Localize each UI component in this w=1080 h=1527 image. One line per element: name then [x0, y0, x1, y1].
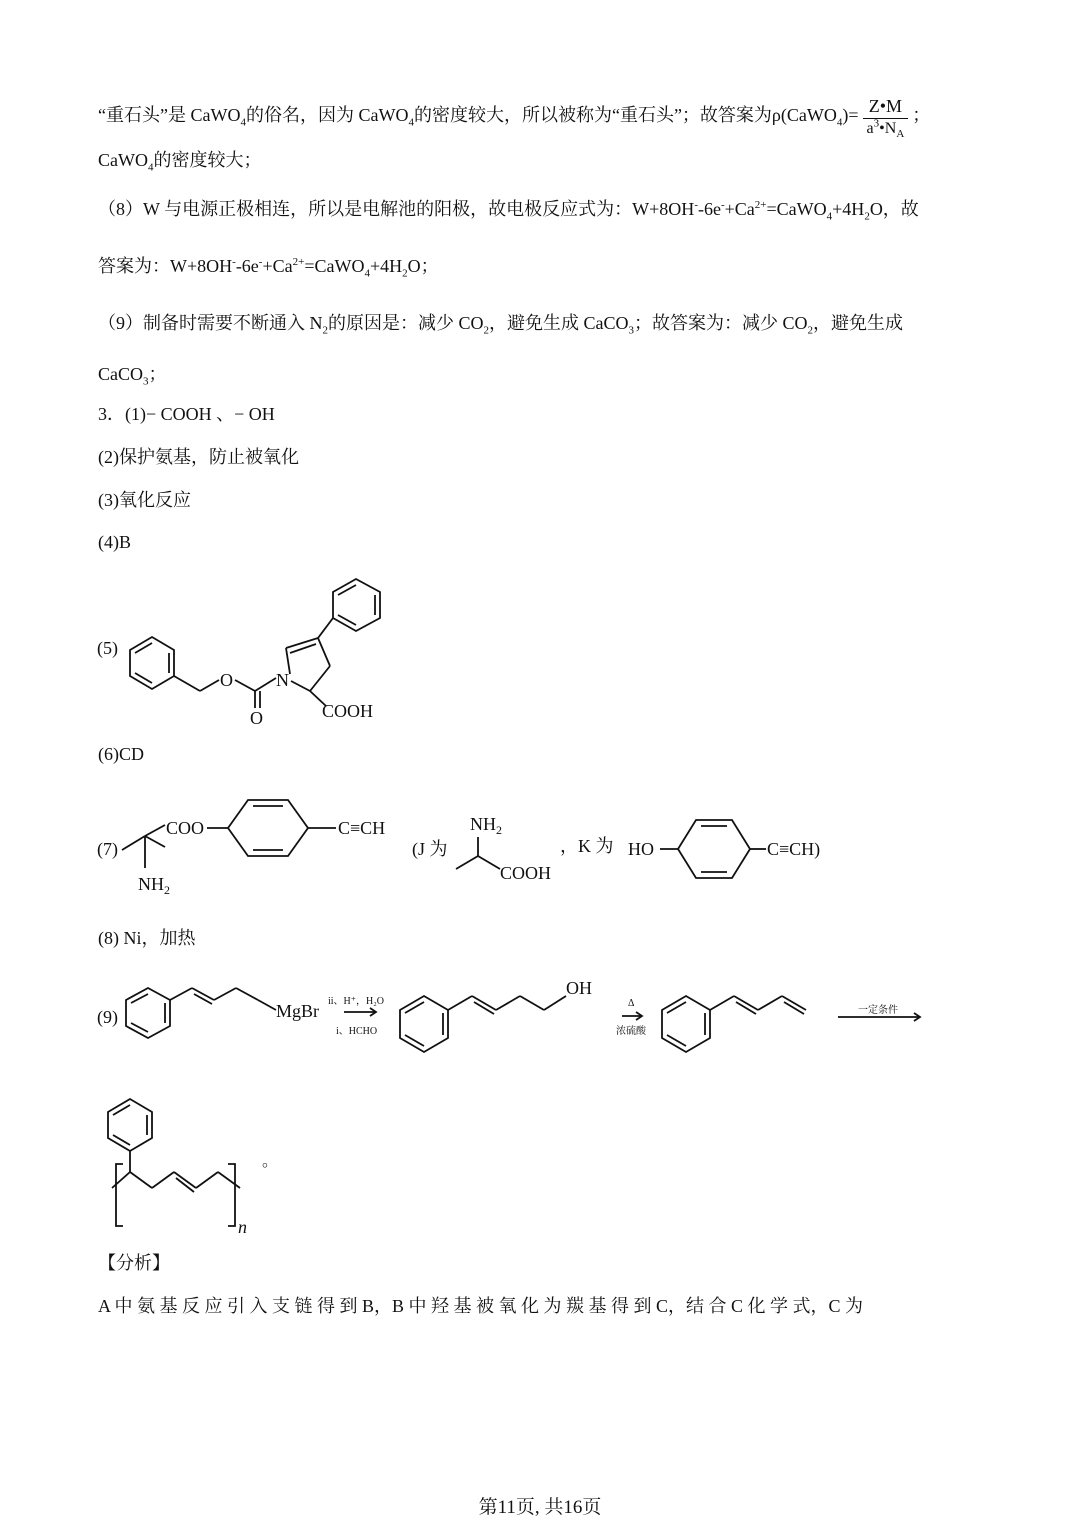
analysis-text: A 中 氨 基 反 应 引 入 支 链 得 到 B，B 中 羟 基 被 氧 化 为 羰 基 得 到 C，结 合 C 化 学 式，C 为	[98, 1296, 864, 1316]
answer-line-density-cont: CaWO$_4$的密度较大；	[98, 150, 262, 174]
structure-q5	[90, 568, 410, 733]
synthesis-route-q9	[90, 970, 940, 1240]
aryl-ring-ester	[228, 800, 308, 856]
k-label: ，K 为	[560, 836, 614, 856]
q3-part8: (8) Ni，加热	[98, 928, 196, 948]
phenyl-ring	[333, 579, 380, 631]
structure-q7	[90, 792, 860, 912]
polymer-phenyl	[108, 1099, 152, 1151]
density-fraction: $\frac{Z•M}{a^3•N_A}$	[863, 96, 909, 138]
j-cooh: COOH	[500, 863, 552, 883]
diene-phenyl	[662, 996, 710, 1052]
answer-line-n2: （9）制备时需要不断通入 $N_2$的原因是：减少 $CO_2$，避免生成 CaCO$_3$；故答案为：减少 $CO_2$，避免生成	[98, 313, 904, 337]
alkyne-group: C≡CH	[338, 818, 386, 838]
nitrogen-atom: N	[276, 670, 289, 690]
q3-part2: (2)保护氨基，防止被氧化	[98, 447, 299, 467]
q3-part6: (6)CD	[98, 744, 144, 764]
reagent-top: ii、H⁺，H₂O	[328, 996, 384, 1007]
aryl-ring-k	[678, 820, 750, 878]
polymerization-condition: 一定条件	[858, 1005, 898, 1016]
answer-line-n2-cont: CaCO$_3$；	[98, 364, 167, 388]
q7-label: (7)	[97, 839, 118, 859]
analysis-heading: 【分析】	[98, 1253, 170, 1273]
answer-line-density: “重石头”是 CaWO$_4$的俗名，因为 CaWO$_4$的密度较大，所以被称为“重石头”；故答案为ρ(CaWO$_4$)= $\frac{Z•M}{a^3•N_A}$ ；	[98, 96, 931, 140]
hydroxyl-group: OH	[566, 978, 592, 998]
ester-oxygen: O	[220, 670, 233, 690]
q3-part4: (4)B	[98, 532, 131, 552]
mgbr-group: MgBr	[276, 1001, 320, 1021]
delta-sign: Δ	[628, 998, 635, 1009]
j-label: (J 为	[412, 839, 448, 859]
sentence-period: 。	[262, 1153, 279, 1170]
q9-label: (9)	[97, 1007, 118, 1027]
j-nh2: $NH_2$	[470, 814, 502, 837]
benzene-ring	[130, 637, 174, 689]
q3-part1: 3．(1)− COOH 、− OH	[98, 404, 275, 424]
polymer-n: n	[238, 1217, 247, 1237]
q5-label: (5)	[97, 638, 118, 658]
answer-line-electrode: （8）W 与电源正极相连，所以是电解池的阳极，故电极反应式为：$W+8OH^--6e^-+Ca^{2+}=CaWO_4+4H_2O$，故	[98, 199, 919, 223]
coo-group: COO	[166, 818, 205, 838]
reagent-bottom: i、HCHO	[336, 1026, 378, 1037]
k-alkyne: C≡CH)	[767, 839, 821, 859]
nh2-group: $NH_2$	[138, 874, 170, 897]
polymer-left-bracket	[116, 1164, 123, 1226]
k-ho: HO	[628, 839, 654, 859]
alcohol-phenyl	[400, 996, 448, 1052]
q3-part3: (3)氧化反应	[98, 490, 191, 510]
polymer-right-bracket	[228, 1164, 235, 1226]
acid-reagent: 浓硫酸	[616, 1026, 646, 1037]
page-footer: 第11页, 共16页	[478, 1497, 602, 1518]
answer-line-electrode-cont: 答案为：$W+8OH^--6e^-+Ca^{2+}=CaWO_4+4H_2O$；	[98, 256, 439, 280]
carbonyl-oxygen: O	[250, 708, 263, 728]
cooh-group: COOH	[322, 701, 374, 721]
reactant-phenyl	[126, 988, 170, 1038]
